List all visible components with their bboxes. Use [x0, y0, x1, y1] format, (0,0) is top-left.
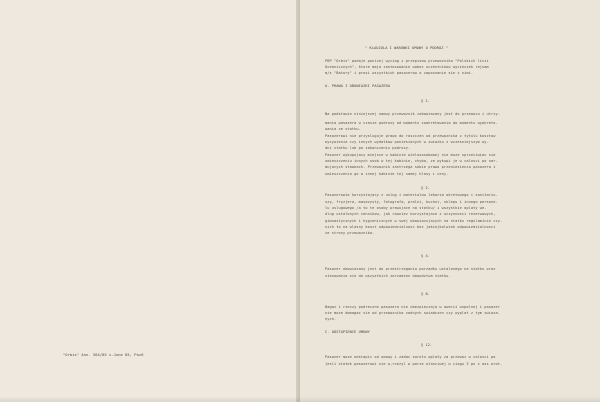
- section-8-line: Bagaz i rzeczy podreczne pasazera nie ubezpieczaja w awarii wspolnej i pasazer: [325, 305, 501, 309]
- intro-line: Oceanicznych", ktore maja zastosowanie wobec uczestnikow wycieczek rejsam: [325, 65, 489, 69]
- section-1-line: wyzywienia czy innych wydatkow poniesionych w zwiazku z wczesniejszym wy-: [325, 140, 489, 144]
- paragraph-mark-8: § 8.: [421, 292, 430, 296]
- section-8-line: nych.: [325, 317, 337, 321]
- section-c-heading: C. ODSTAPIENIE UMOWY: [325, 330, 370, 334]
- section-1-line: umieszczenia go w innej kabinie tej samej klasy i ceny.: [325, 172, 449, 176]
- section-1-line: mania pasazera w czasie podrozy od momentu zaokretowania do momentu wyokreto-: [325, 121, 498, 125]
- document-title: " KLAUZULA I WARUNKI UMOWY O PODROZ ": [365, 46, 449, 50]
- section-8-line: nie moze domagac sie od przewoznika zadnych swiadczen czy wyplat z tym zwiaza-: [325, 311, 501, 315]
- page-bottom-shadow: [0, 396, 600, 402]
- section-4-line: Pasazer obowiazany jest do przestrzegania porzadku ustalonego na statku oraz: [325, 267, 496, 271]
- section-2-line: Pasazerowie korzystajacy z uslug i materialow lekarza okretowego i sanitariu-: [325, 193, 498, 197]
- section-a-heading: A. PRAWA I OBOWIAZKI PASAZERA: [325, 84, 391, 88]
- section-1-line: wania ze statku.: [325, 127, 361, 131]
- paragraph-mark-1: § 1.: [421, 99, 430, 103]
- section-2-line: lu uslugowego /a to te osoby prawujace na statku/ i wszystkie oplaty we-: [325, 206, 487, 210]
- intro-line: m/s "Batory" i prosi wszystkich pasazerow o zapoznanie sie z nimi.: [325, 71, 474, 75]
- intro-line: PBP "Orbis" podaje ponizej wyciag z przepisow przewoznika "Polskich linii: [325, 59, 489, 63]
- section-4-line: stosowania sie do wszystkich zarzadzen dowodztwa statku.: [325, 274, 451, 278]
- section-12-line: jesli statek pasazerowi nie w,rzezyl w porze wlasciwej w ciagu 3 pn z ass wrot-: [325, 362, 503, 366]
- section-1-line: Pasazer wykupujacy miejsce w kabinie wielososobowej nie moze sprzeciwiac sie: [325, 153, 496, 157]
- section-1-line: Na podstawie niniejszej umowy przewoznik zobowiazany jest do przewozu i utrzy-: [325, 112, 501, 116]
- section-1-line: mujacych stawkach. Przewoznik zastrzega sobie prawo przeniesienia pasazera i: [325, 165, 496, 169]
- section-2-line: ze strony przewoznika.: [325, 231, 375, 235]
- left-page: [0, 0, 298, 402]
- section-2-line: nich to na wlasny koszt odpowiedzialnosc bez jakiejkolwiek odpowiedzialnosci: [325, 225, 496, 229]
- section-1-line: dni statku lub po zakonczeniu podrozy.: [325, 146, 411, 150]
- section-12-line: Pasazer moze odstapic od umowy i zadac zwrotu wplaty za przewoz w calosci po: [325, 355, 496, 359]
- section-2-line: dlug ustalonych cennikow, jak rowniez korzystajace z uczynnosci rezerwowych,: [325, 212, 496, 216]
- paragraph-mark-2: § 2.: [421, 186, 430, 190]
- right-page: [300, 0, 600, 402]
- section-2-line: gimnastycznych i hygienicznych w swej obowiazujacych na statku regulaminie czy-: [325, 219, 503, 223]
- section-1-line: umieszczeniu innych osob w tej kabinie, chyba, ze wykupi je w calosci po nar-: [325, 159, 498, 163]
- section-2-line: szy, fryzjera, masazysty, fotografa, pralni, kuchni, sklepu i innego persone-: [325, 200, 498, 204]
- paragraph-mark-4: § 4.: [421, 254, 430, 258]
- left-page-footnote: "Orbis" Ann. 364/85 s.June 85, Poz6: [63, 353, 144, 357]
- paragraph-mark-12: § 12.: [421, 343, 433, 347]
- section-1-line: Pasazerowi nie przysluguje prawo do roszczen od przewoznika z tytulu kosztow: [325, 134, 496, 138]
